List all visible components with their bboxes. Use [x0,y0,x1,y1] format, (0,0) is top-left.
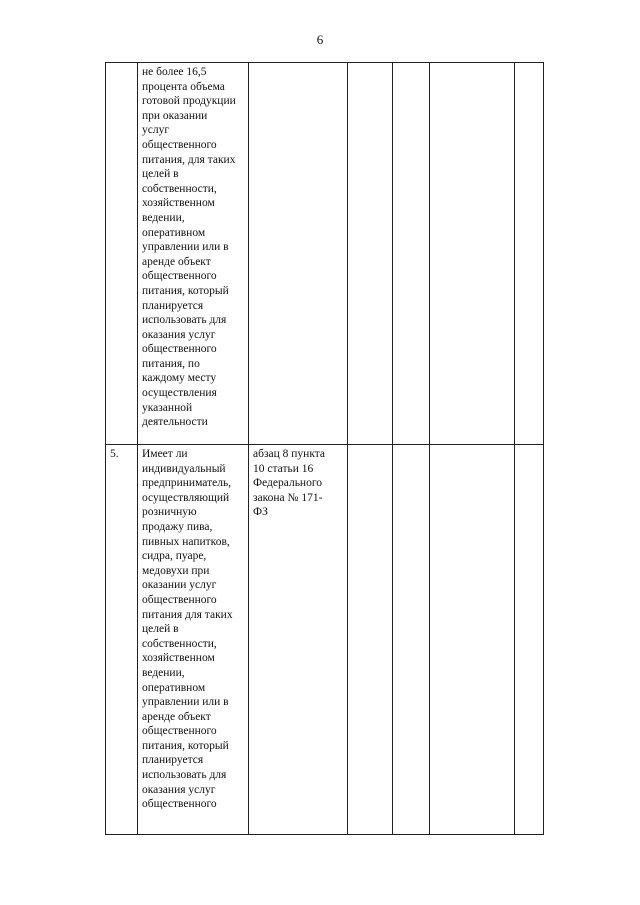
answer-yes-cell [348,445,393,835]
legal-reference: абзац 8 пункта 10 статьи 16 Федерального закона № 171- ФЗ [249,445,348,835]
requirement-text: Имеет ли индивидуальный предприниматель, осуществляющий розничную продажу пива, пивных напитков, сидра, пуаре, медовухи при оказании услуг общественного питания для таких целей в собственности, хозяйственном ведении, оперативном управлении или в аренде объект общественного питания, который планируется использовать для оказания услуг общественного [138,445,249,835]
requirements-table [105,62,544,835]
table-row [106,63,544,445]
note-cell [515,445,544,835]
not-applicable-cell [430,445,515,835]
note-cell [515,63,544,445]
not-applicable-cell [430,63,515,445]
table-row [106,445,544,835]
row-number: 5. [106,445,138,835]
requirement-text: не более 16,5 процента объема готовой продукции при оказании услуг общественного питания, для таких целей в собственности, хозяйственном ведении, оперативном управлении или в аренде объект общественного питания, который планируется использовать для оказания услуг общественного питания, по каждому месту осуществления указанной деятельности [138,63,249,445]
row-number [106,63,138,445]
legal-reference [249,63,348,445]
answer-yes-cell [348,63,393,445]
answer-no-cell [393,445,430,835]
page-number: 6 [316,32,324,47]
answer-no-cell [393,63,430,445]
